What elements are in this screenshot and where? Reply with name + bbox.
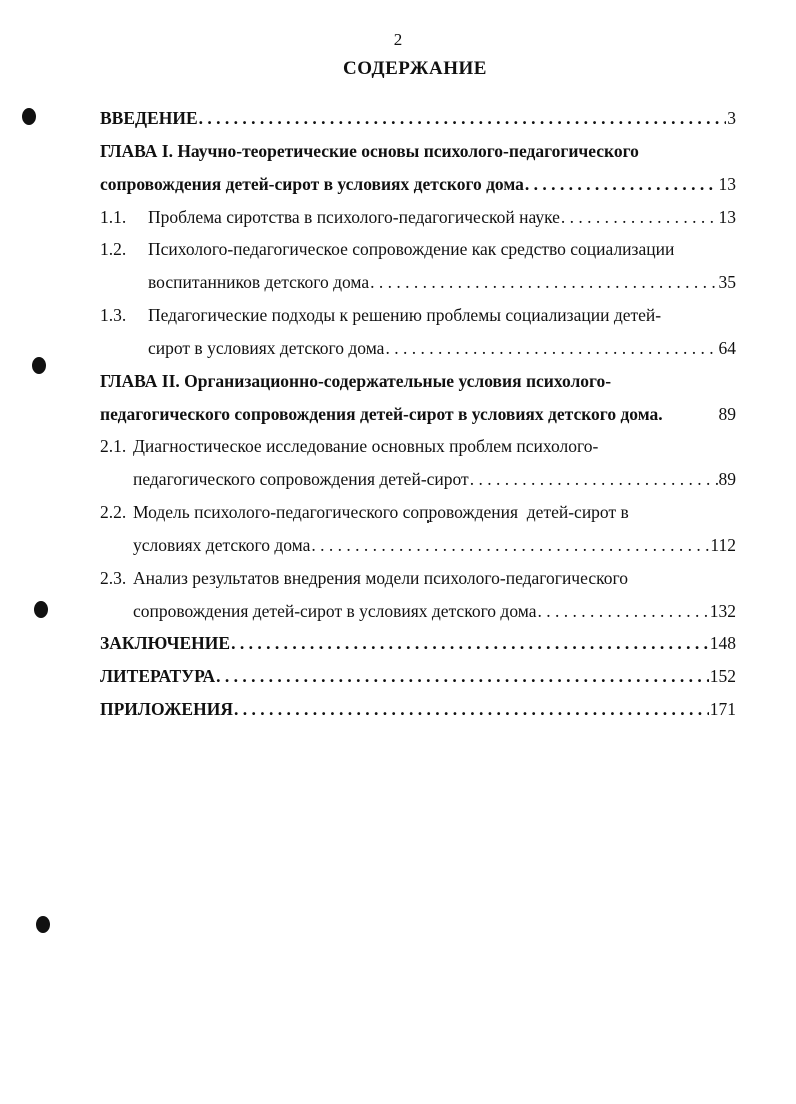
page-number: 2 <box>393 30 403 49</box>
dot-leader <box>537 600 708 622</box>
toc-section-2-3-line2 <box>133 600 736 622</box>
dot-leader <box>199 107 727 129</box>
binder-hole <box>22 108 36 125</box>
toc-chapter2-line2 <box>100 403 736 425</box>
binder-hole <box>34 601 48 618</box>
toc-entry-page: 171 <box>709 699 736 719</box>
toc-section-2-3-line1: Анализ результатов внедрения модели психолого-педагогического <box>133 568 628 588</box>
dot-leader <box>385 337 717 359</box>
toc-chapter1-line2 <box>100 173 736 195</box>
toc-entry-label: условиях детского дома <box>133 535 311 555</box>
toc-section-2-1-line2 <box>133 468 736 490</box>
toc-entry-page: 3 <box>727 108 736 128</box>
dot-leader <box>561 206 718 228</box>
toc-section-number: 2.1. <box>100 436 127 456</box>
toc-entry-page: 89 <box>718 404 736 424</box>
dot-leader <box>216 665 709 687</box>
toc-entry-page: 112 <box>710 535 736 555</box>
toc-section-number: 2.3. <box>100 568 127 588</box>
toc-entry-page: 148 <box>709 633 736 653</box>
toc-chapter1-line1: ГЛАВА I. Научно-теоретические основы психолого-педагогического <box>100 141 639 161</box>
dot-leader <box>525 173 718 195</box>
toc-section-1-3-line2 <box>148 337 736 359</box>
toc-section-number: 2.2. <box>100 502 127 522</box>
binder-hole <box>32 357 46 374</box>
toc-section-1-2-line2 <box>148 271 736 293</box>
dot-leader <box>231 632 709 654</box>
dot-leader <box>370 271 717 293</box>
toc-section-number: 1.2. <box>100 239 127 259</box>
page-title: СОДЕРЖАНИЕ <box>343 58 487 79</box>
toc-chapter2-line1: ГЛАВА II. Организационно-содержательные условия психолого- <box>100 371 612 391</box>
toc-entry-label: воспитанников детского дома <box>148 272 370 292</box>
toc-entry-page: 64 <box>718 338 736 358</box>
toc-entry-label: ЛИТЕРАТУРА <box>100 666 216 686</box>
toc-entry-label: ПРИЛОЖЕНИЯ <box>100 699 233 719</box>
toc-entry-page: 13 <box>718 207 736 227</box>
toc-section-2-2-line2 <box>133 534 736 556</box>
toc-entry-page: 89 <box>718 469 736 489</box>
toc-entry-label: педагогического сопровождения детей-сирот в условиях детского дома. <box>100 404 663 424</box>
toc-entry-page: 13 <box>718 174 736 194</box>
toc-section-number: 1.1. <box>100 207 127 227</box>
toc-entry-label: Проблема сиротства в психолого-педагогической науке <box>148 207 560 227</box>
toc-entry-appendices <box>100 698 736 720</box>
toc-entry-literature <box>100 665 736 687</box>
toc-entry-label: сопровождения детей-сирот в условиях детского дома <box>133 601 537 621</box>
toc-section-1-2-line1: Психолого-педагогическое сопровождение как средство социализации <box>148 239 675 259</box>
toc-entry-page: 152 <box>709 666 736 686</box>
toc-entry-page: 35 <box>718 272 736 292</box>
toc-entry-label: сирот в условиях детского дома <box>148 338 385 358</box>
toc-section-2-1-line1: Диагностическое исследование основных проблем психолого- <box>133 436 599 456</box>
toc-entry-label: ЗАКЛЮЧЕНИЕ <box>100 633 231 653</box>
binder-hole <box>36 916 50 933</box>
toc-entry-conclusion <box>100 632 736 654</box>
toc-entry-label: ВВЕДЕНИЕ <box>100 108 198 128</box>
toc-entry-label: педагогического сопровождения детей-сирот <box>133 469 469 489</box>
toc-section-2-2-line1: Модель психолого-педагогического сопровождения детей-сирот в <box>133 502 629 522</box>
toc-entry-page: 132 <box>709 601 736 621</box>
dot-leader <box>470 468 718 490</box>
toc-entry-intro <box>100 107 736 129</box>
toc-entry-label: сопровождения детей-сирот в условиях детского дома <box>100 174 524 194</box>
dot-leader <box>311 534 709 556</box>
dot-leader <box>234 698 709 720</box>
toc-section-1-3-line1: Педагогические подходы к решению проблемы социализации детей- <box>148 305 662 325</box>
toc-section-number: 1.3. <box>100 305 127 325</box>
toc-section-1-1 <box>148 206 736 228</box>
